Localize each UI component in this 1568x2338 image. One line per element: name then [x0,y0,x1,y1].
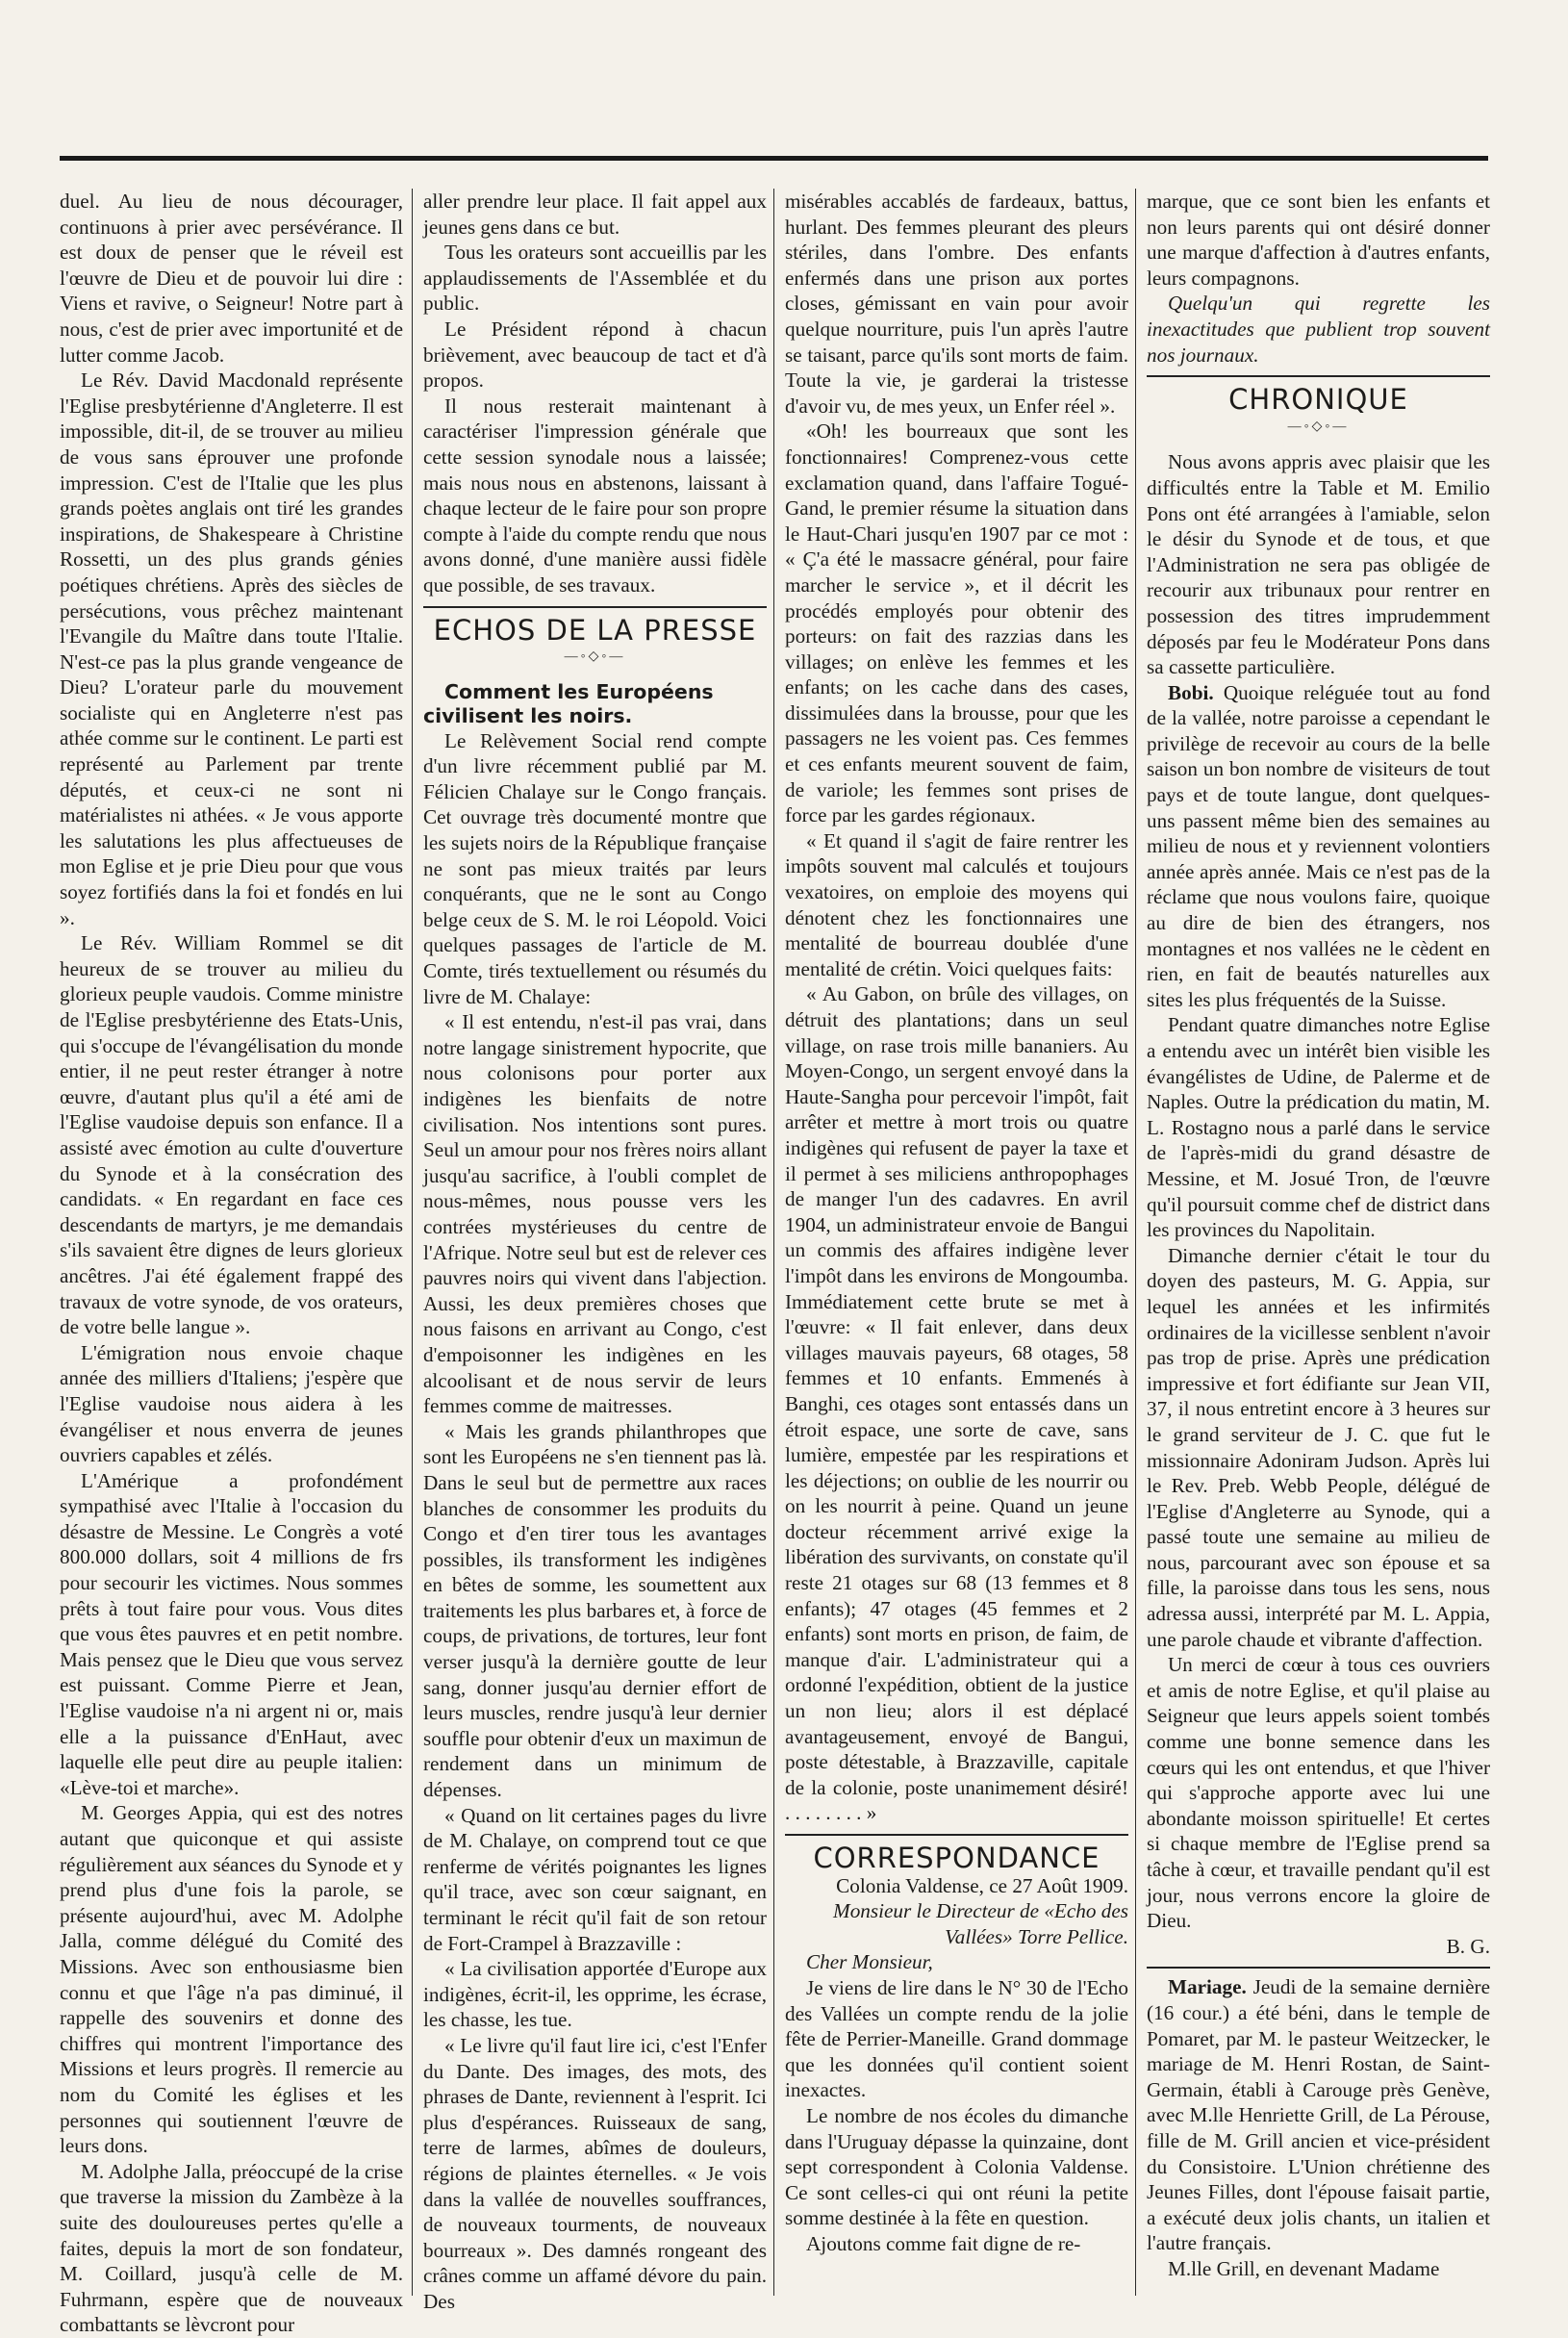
paragraph-text: Quoique reléguée tout au fond de la vallée, notre paroisse a cependant le privilège de recevoir au cours de la belle saison un bon nombre de visiteurs de tout pays et de toute langue, dont quelques-uns passent même bien des semaines au milieu de nous et y reviennent volontiers année après année. Mais ce n'est pas de la réclame que nous voulons faire, quoique au dire de bien des étrangers, nos montagnes et nos vallées ne le cèdent en rien, en fait de beautés naturelles aux sites les plus fréquentés de la Suisse. [1147,680,1490,1011]
section-rule [1147,375,1490,377]
paragraph: Le Relèvement Social rend compte d'un livre récemment publié par M. Félicien Chalaye sur le Congo français. Cet ouvrage très documenté montre que les sujets noirs de la République française ne sont pas mieux traités par leurs conquérants, que ne le sont au Congo belge ceux de S. M. le roi Léopold. Voici quelques passages de l'article de M. Comte, tirés textuellement ou résumés du livre de M. Chalaye: [423,728,767,1008]
paragraph: « Quand on lit certaines pages du livre de M. Chalaye, on comprend tout ce que renferme de vérités poignantes les lignes qu'il trace, avec son cœur saignant, en terminant le récit qu'il fait de son retour de Fort-Crampel à Brazzaville : [423,1803,767,1955]
paragraph: Le nombre de nos écoles du dimanche dans l'Uruguay dépasse la quinzaine, dont sept correspondent à Colonia Valdense. Ce sont celles-ci qui ont réuni la petite somme destinée à la fête en question. [785,2103,1128,2230]
paragraph: « Il est entendu, n'est-il pas vrai, dans notre langage sinistrement hypocrite, que nous colonisons pour porter aux indigènes les bienfaits de notre civilisation. Nos intentions sont pures. Seul un amour pour nos frères noirs allant jusqu'au sacrifice, à l'oubli complet de nous-mêmes, nous pousse vers les contrées mystérieuses du centre de l'Afrique. Notre seul but est de relever ces pauvres noirs qui vivent dans l'abjection. Aussi, les deux premières choses que nous faisons en arrivant au Congo, c'est d'empoisonner les indigènes en les alcoolisant et de nous servir de leurs femmes comme de maitresses. [423,1010,767,1418]
paragraph: Le Président répond à chacun brièvement, avec beaucoup de tact et d'à propos. [423,317,767,393]
column-2 [423,189,767,2313]
paragraph: Un merci de cœur à tous ces ouvriers et amis de notre Eglise, et qu'il plaise au Seigneur que leurs appels soient tombés comme une bonne semence dans les cœurs qui les ont entendus, et que l'hiver qui s'approche apporte avec lui une abondante moisson spirituelle! Et certes si chaque membre de l'Eglise prend sa tâche à cœur, et travaille pendant qu'il est jour, nous verrons encore la gloire de Dieu. [1147,1653,1490,1933]
paragraph: « Le livre qu'il faut lire ici, c'est l'Enfer du Dante. Des images, des mots, des phrases de Dante, reviennent à l'esprit. Ici plus d'espérances. Ruisseaux de sang, terre de larmes, abîmes de douleurs, régions de plaintes éternelles. « Je vois dans la vallée de nouvelles souffrances, de nouveaux tourments, de nouveaux bourreaux ». Des damnés rongeant des crânes comme un affamé dévore du pain. Des [423,2033,767,2313]
signature-note: Quelqu'un qui regrette les inexactitudes que publient trop souvent nos journaux. [1147,292,1490,367]
ornament-icon: —◦◇◦— [1287,419,1350,434]
paragraph: «Oh! les bourreaux que sont les fonctionnaires! Comprenez-vous cette exclamation quand, dans l'affaire Togué-Gand, le premier résume la situation dans le Haut-Chari jusqu'en 1907 par ce mot : « Ç'a été le massacre général, pour faire marcher le service », et il décrit les procédés employés pour obtenir des porteurs: on fait des razzias dans les villages; on enlève les femmes et les enfants; on les cache dans des cases, dissimulées dans la brousse, pour que les passagers ne les voient pas. Ces femmes et ces enfants meurent souvent de faim, de variole; les femmes sont prises de force par les gardes régionaux. [785,419,1128,827]
paragraph: Nous avons appris avec plaisir que les difficultés entre la Table et M. Emilio Pons ont été arrangées à l'amiable, selon le désir du Synode et de tous, et que l'Administration ne sera pas obligée de recourir aux tribunaux pour rentrer en possession des titres imprudemment déposés par feu le Modérateur Pons dans sa cassette particulière. [1147,450,1490,679]
paragraph: aller prendre leur place. Il fait appel aux jeunes gens dans ce but. [423,190,767,239]
correspondance-title: CORRESPONDANCE [813,1842,1100,1874]
paragraph: « Et quand il s'agit de faire rentrer les impôts souvent mal calculés et toujours vexatoires, on emploie des moyens qui dénotent chez les fonctionnaires une mentalité de bourreau doublée d'une mentalité de crétin. Voici quelques faits: [785,828,1128,980]
paragraph: duel. Au lieu de nous décourager, continuons à prier avec persévérance. Il est doux de penser que le réveil est l'œuvre de Dieu et de pouvoir lui dire : Viens et ravive, o Seigneur! Notre part à nous, c'est de prier avec importunité et de lutter comme Jacob. [60,190,403,367]
paragraph: Je viens de lire dans le N° 30 de l'Echo des Vallées un compte rendu de la jolie fête de Perrier-Maneille. Grand dommage que les données qu'il contient soient inexactes. [785,1975,1128,2102]
paragraph: M. Georges Appia, qui est des notres autant que quiconque et qui assiste régulièrement aux séances du Synode et y prend plus d'une fois la parole, se présente aujourd'hui, avec M. Adolphe Jalla, comme délégué du Comité des Missions. Avec son enthousiasme bien connu et que l'âge n'a pas diminué, il rappelle des souvenirs et donne des chiffres qui montrent l'importance des Missions et leurs progrès. Il remercie au nom du Comité les églises et les personnes qui soutiennent l'œuvre de leurs dons. [60,1801,403,2158]
paragraph: misérables accablés de fardeaux, battus, hurlant. Des femmes pleurant des pleurs stériles, dans l'ombre. Des enfants enfermés dans une prison aux portes closes, gémissant en vain pour avoir quelque nourriture, puis l'un après l'autre se taisant, parce qu'ils sont morts de faim. Toute la vie, je garderai la tristesse d'avoir vu, de mes yeux, un Enfer réel ». [785,190,1128,418]
chronique-title: CHRONIQUE [1228,383,1408,417]
section-rule [1147,1967,1490,1969]
paragraph: Il nous resterait maintenant à caractériser l'impression générale que cette session synodale nous a laissée; mais nous nous en abstenons, laissant à chaque lecteur de le faire pour son propre compte à l'aide du compte rendu que nous avons donné, d'une manière aussi fidèle que possible, de ses travaux. [423,394,767,597]
column-3 [785,189,1128,2296]
section-rule [423,606,767,608]
paragraph: marque, que ce sont bien les enfants et non leurs parents qui ont désiré donner une marque d'affection à d'autres enfants, leurs compagnons. [1147,190,1490,290]
signature: B. G. [1446,1934,1490,1958]
lead-word: Bobi. [1168,680,1214,704]
paragraph: Pendant quatre dimanches notre Eglise a entendu avec un intérêt bien visible les évangélistes de Udine, de Palerme et de Naples. Outre la prédication du matin, M. L. Rostagno nous a parlé dans le service de l'après-midi du grand désastre de Messine, et M. Josué Tron, de l'œuvre qu'il poursuit comme chef de district dans les provinces du Napolitain. [1147,1013,1490,1242]
salutation: Cher Monsieur, [806,1950,933,1974]
paragraph: Tous les orateurs sont accueillis par les applaudissements de l'Assemblée et du public. [423,241,767,316]
paragraph: Ajoutons comme fait digne de re- [806,2231,1081,2255]
column-4 [1147,189,1490,2296]
top-rule [60,156,1488,161]
paragraph: Le Rév. William Rommel se dit heureux de se trouver au milieu du glorieux peuple vaudois. Comme ministre de l'Eglise presbytérienne des Etats-Unis, qui s'occupe de l'évangélisation du monde entier, il ne peut rester étranger à notre œuvre, d'autant plus qu'il a été ami de l'Eglise vaudoise depuis son enfance. Il a assisté avec émotion au culte d'ouverture du Synode et à la consécration des candidats. « En regardant en face ces descendants de martyrs, je me demandais s'ils savaient être dignes de leurs glorieux ancêtres. J'ai été également frappé des travaux de votre synode, de vos orateurs, de votre belle langue ». [60,931,403,1339]
echos-subtitle: Comment les Européens civilisent les noirs. [423,679,714,727]
dateline: Colonia Valdense, ce 27 Août 1909. [836,1873,1128,1897]
paragraph: L'émigration nous envoie chaque année des milliers d'Italiens; j'espère que l'Eglise vaudoise nous aidera à les évangéliser et nous enverra de jeunes ouvriers capables et zélés. [60,1340,403,1467]
echos-title: ECHOS DE LA PRESSE [433,613,757,647]
paragraph: Le Rév. David Macdonald représente l'Eglise presbytérienne d'Angleterre. Il est impossible, dit-il, de se trouver au milieu de vous sans éprouver une profonde impression. C'est de l'Italie que les plus grands poètes anglais ont tiré les grandes inspirations, de Shakespeare à Christine Rossetti, un des plus grands génies poétiques chrétiens. Après des siècles de persécutions, vous prêchez maintenant l'Evangile du Maître dans toute l'Italie. N'est-ce pas la plus grande vengeance de Dieu? L'orateur parle du mouvement socialiste qui en Angleterre n'est pas athée comme sur le continent. Le parti est représenté au Parlement par trente députés, et ceux-ci ne sont ni matérialistes ni athées. « Je vous apporte les salutations les plus affectueuses de mon Eglise et je prie Dieu pour que vous soyez fortifiés dans la foi et fondés en lui ». [60,368,403,929]
paragraph: Dimanche dernier c'était le tour du doyen des pasteurs, M. G. Appia, sur lequel les années et les infirmités ordinaires de la vicillesse senblent n'avoir pas trop de prise. Après une prédication impressive et fort édifiante sur Jean VII, 37, il nous entretint encore à 3 heures sur le grand serviteur de J. C. que fut le missionnaire Adoniram Judson. Après lui le Rev. Preb. Webb People, délégué de l'Eglise d'Angleterre au Synode, qui a passé toute une semaine au milieu de nous, parcourant avec son épouse et sa fille, la paroisse dans tous les sens, nous adressa aussi, interprété par M. L. Appia, une parole chaude et vibrante d'affection. [1147,1243,1490,1651]
column-1 [60,189,403,2337]
paragraph: « La civilisation apportée d'Europe aux indigènes, écrit-il, les opprime, les écrase, les chasse, les tue. [423,1957,767,2032]
paragraph: M.lle Grill, en devenant Madame [1168,2256,1440,2280]
column-divider [412,189,413,2296]
paragraph-text: Jeudi de la semaine dernière (16 cour.) a été béni, dans le temple de Pomaret, par M. le pasteur Weitzecker, le mariage de M. Henri Rostan, de Saint-Germain, établi à Carouge près Genève, avec M.lle Henriette Grill, de La Pérouse, fille de M. Grill ancien et vice-président du Consistoire. L'Union chrétienne des Jeunes Filles, dont l'épouse faisait partie, a exécuté deux jolis chants, un italien et l'autre français. [1147,1975,1490,2255]
paragraph: « Au Gabon, on brûle des villages, on détruit des plantations; dans un seul village, on rase trois mille bananiers. Au Moyen-Congo, un sergent envoyé dans la Haute-Sangha pour percevoir l'impôt, fait arrêter et mettre à mort trois ou quatre indigènes qui refusent de payer la taxe et il permet à ses miliciens anthropophages de manger l'un des cadavres. En avril 1904, un administrateur envoie de Bangui un commis des affaires indigène lever l'impôt dans les environs de Mongoumba. Immédiatement cette brute se met à l'œuvre: « Il fait enlever, dans deux villages mauvais payeurs, 68 otages, 58 femmes et 10 enfants. Emmenés à Banghi, ces otages sont entassés dans un étroit espace, une sorte de cave, sans lumière, empestée par les respirations et les déjections; on oublie de les nourrir ou on les nourrit à peine. Quand un jeune docteur récemment arrivé exige la libération des survivants, on constate qu'il reste 21 otages sur 68 (13 femmes et 8 enfants); 47 otages (45 femmes et 2 enfants) sont morts en prison, de faim, de manque d'air. L'administrateur qui a ordonné l'expédition, obtient de la justice un non lieu; alors il est déplacé avantageusement, envoyé de Bangui, poste détestable, à Brazzaville, capitale de la colonie, poste unanimement désiré! . . . . . . . . » [785,982,1128,1825]
paragraph: M. Adolphe Jalla, préoccupé de la crise que traverse la mission du Zambèze à la suite des douloureuses pertes qu'elle a faites, depuis la mort de son fondateur, M. Coillard, jusqu'à celle de M. Fuhrmann, espère que de nouveaux combattants se lèvcront pour [60,2159,403,2337]
column-divider [1135,189,1136,2296]
ornament-icon: —◦◇◦— [564,649,626,665]
section-rule [785,1834,1128,1836]
paragraph [1147,1974,1490,2256]
lead-word: Mariage. [1168,1975,1247,1999]
paragraph: L'Amérique a profondément sympathisé avec l'Italie à l'occasion du désastre de Messine. Le Congrès a voté 800.000 dollars, soit 4 millions de frs pour secourir les victimes. Nous sommes prêts à tout faire pour vous. Vous dites que vous êtes pauvres et en petit nombre. Mais pensez que le Dieu que vous servez est puissant. Comme Pierre et Jean, l'Eglise vaudoise n'a ni argent ni or, mais elle a la puissance d'EnHaut, avec laquelle elle peut dire au peuple italien: «Lève-toi et marche». [60,1468,403,1799]
column-divider [773,189,774,2296]
paragraph: « Mais les grands philanthropes que sont les Européens ne s'en tiennent pas là. Dans le seul but de permettre aux races blanches de consommer les produits du Congo et d'en tirer tous les avantages possibles, ils transforment les indigènes en bêtes de somme, les soumettent aux traitements les plus barbares et, à force de coups, de privations, de tortures, leur font verser jusqu'à la dernière goutte de leur sang, donner jusqu'au dernier effort de leurs muscles, rendre jusqu'à leur dernier souffle pour obtenir d'eux un maximun de rendement dans un minimum de dépenses. [423,1419,767,1802]
address: Monsieur le Directeur de «Echo des Vallées» Torre Pellice. [833,1899,1128,1948]
paragraph [1147,680,1490,1013]
